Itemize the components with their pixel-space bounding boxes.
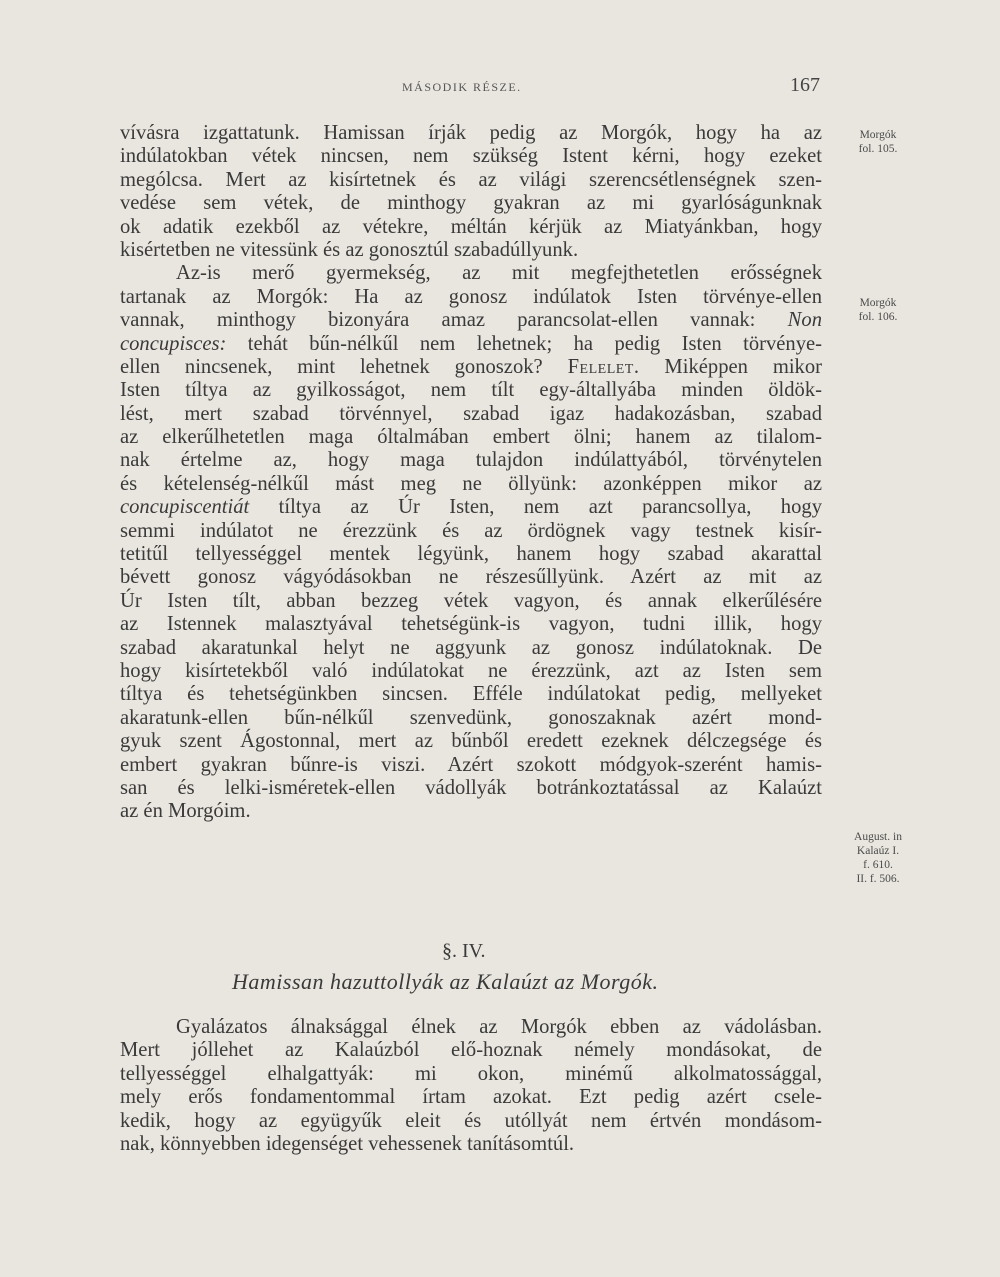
text-line: vívásra izgattatunk. Hamissan írják pedig az Morgók, hogy ha az: [120, 122, 822, 144]
text-line: embert gyakran bűnre-is viszi. Azért szokott módgyok-szerént hamis-: [120, 753, 822, 776]
section-title: Hamissan hazuttollyák az Kalaúzt az Morgók.: [232, 969, 659, 994]
text-line: mególcsa. Mert az kisírtetnek és az világi szerencsétlenségnek szen-: [120, 168, 822, 191]
margin-note-2: [838, 296, 918, 324]
text-line: és kételenség-nélkűl mást meg ne öllyünk: azonképpen mikor az: [120, 472, 822, 495]
text-line: [120, 496, 822, 519]
text-line: az Istennek malasztyával tehetségünk-is vagyon, tudni illik, hogy: [120, 613, 822, 636]
text-line: Gyalázatos álnaksággal élnek az Morgók ebben az vádolásban.: [176, 1016, 822, 1038]
answer-label: Felelet.: [567, 355, 640, 378]
text-line: ok adatik ezekből az vétekre, méltán kérjük az Miatyánkban, hogy: [120, 215, 822, 238]
text-segment: tehát bűn-nélkűl nem lehetnek; ha pedig Isten törvénye-: [247, 332, 822, 355]
text-line: tartanak az Morgók: Ha az gonosz indúlatok Isten törvénye-ellen: [120, 285, 822, 308]
latin-phrase: Non: [787, 309, 822, 332]
text-line: nak értelme az, hogy maga tulajdon indúlattyából, törvénytelen: [120, 449, 822, 472]
text-segment: tíltya az Úr Isten, nem azt parancsollya, hogy: [278, 496, 822, 519]
margin-note-3: [838, 830, 918, 886]
text-line: hogy kisírtetekből való indúlatokat ne érezzünk, azt az Isten sem: [120, 659, 822, 682]
text-line: tíltya és tehetségünkben sincsen. Efféle indúlatokat pedig, mellyeket: [120, 683, 822, 706]
margin-note-line: Morgók: [859, 297, 897, 309]
page-header: [120, 74, 820, 104]
paragraph-1: [120, 122, 822, 824]
text-line: lést, mert szabad törvénnyel, szabad igaz hadakozásban, szabad: [120, 402, 822, 425]
text-line: semmi indúlatot ne érezzünk és az ördögnek vagy testnek kisír-: [120, 519, 822, 542]
margin-note-line: Kalaúz I.: [856, 845, 900, 857]
text-line: az én Morgóim.: [120, 800, 251, 823]
paragraph-2: [120, 1016, 822, 1156]
latin-phrase: concupiscentiát: [120, 496, 250, 519]
running-head: MÁSODIK RÉSZE.: [402, 80, 522, 94]
text-line: kedik, hogy az együgyűk eleit és utóllyát nem értvén mondásom-: [120, 1109, 822, 1132]
page-number: 167: [790, 74, 820, 96]
text-line: [120, 333, 822, 356]
text-line: [120, 356, 822, 379]
text-segment: ellen nincsenek, mint lehetnek gonoszok?: [120, 355, 543, 378]
text-segment: Miképpen mikor: [664, 355, 823, 378]
margin-note-1: [838, 128, 918, 156]
margin-note-line: August. in: [854, 831, 902, 843]
margin-note-line: Morgók: [859, 129, 897, 141]
latin-phrase: concupisces:: [120, 332, 227, 355]
text-line: szabad akaratunkal helyt ne aggyunk az gonosz indúlatoknak. De: [120, 636, 822, 659]
text-line: gyuk szent Ágostonnal, mert az bűnből eredett ezeknek délczegsége és: [120, 730, 822, 753]
text-line: Úr Isten tílt, abban bezzeg vétek vagyon, és annak elkerűlésére: [120, 589, 822, 612]
text-line: san és lelki-isméretek-ellen vádollyák botránkoztatással az Kalaúzt: [120, 776, 822, 799]
margin-note-line: II. f. 506.: [856, 873, 900, 885]
margin-note-line: fol. 106.: [858, 311, 898, 323]
text-line: akaratunk-ellen bűn-nélkűl szenvedünk, gonoszaknak azért mond-: [120, 706, 822, 729]
text-line: kisértetben ne vitessünk és az gonosztúl szabadúllyunk.: [120, 238, 579, 261]
text-line: Isten tíltya az gyilkosságot, nem tílt egy-általlyába minden öldök-: [120, 379, 822, 402]
text-line: tellyességgel elhalgattyák: mi okon, minémű alkolmatossággal,: [120, 1062, 822, 1085]
section-number: §. IV.: [442, 940, 486, 962]
margin-note-line: fol. 105.: [858, 143, 898, 155]
text-line: az elkerűlhetetlen maga óltalmában embert ölni; hanem az tilalom-: [120, 426, 822, 449]
text-line: mely erős fondamentommal írtam azokat. Ezt pedig azért csele-: [120, 1086, 822, 1109]
text-line: Mert jóllehet az Kalaúzból elő-hoznak némely mondásokat, de: [120, 1039, 822, 1062]
text-line: bévett gonosz vágyódásokban ne részesűllyünk. Azért az mit az: [120, 566, 822, 589]
text-line: nak, könnyebben idegenséget vehessenek tanításomtúl.: [120, 1132, 575, 1155]
text-segment: vannak, minthogy bizonyára amaz parancsolat-ellen vannak:: [120, 309, 756, 332]
margin-note-line: f. 610.: [863, 859, 893, 871]
text-line: tetitűl tellyességgel mentek légyünk, hanem hogy szabad akarattal: [120, 543, 822, 566]
text-line: indúlatokban vétek nincsen, nem szükség Istent kérni, hogy ezeket: [120, 145, 822, 168]
text-line: Az-is merő gyermekség, az mit megfejthetetlen erősségnek: [176, 262, 822, 285]
text-line: [120, 309, 822, 332]
text-line: vedése sem vétek, de minthogy gyakran az mi gyarlóságunknak: [120, 192, 822, 215]
